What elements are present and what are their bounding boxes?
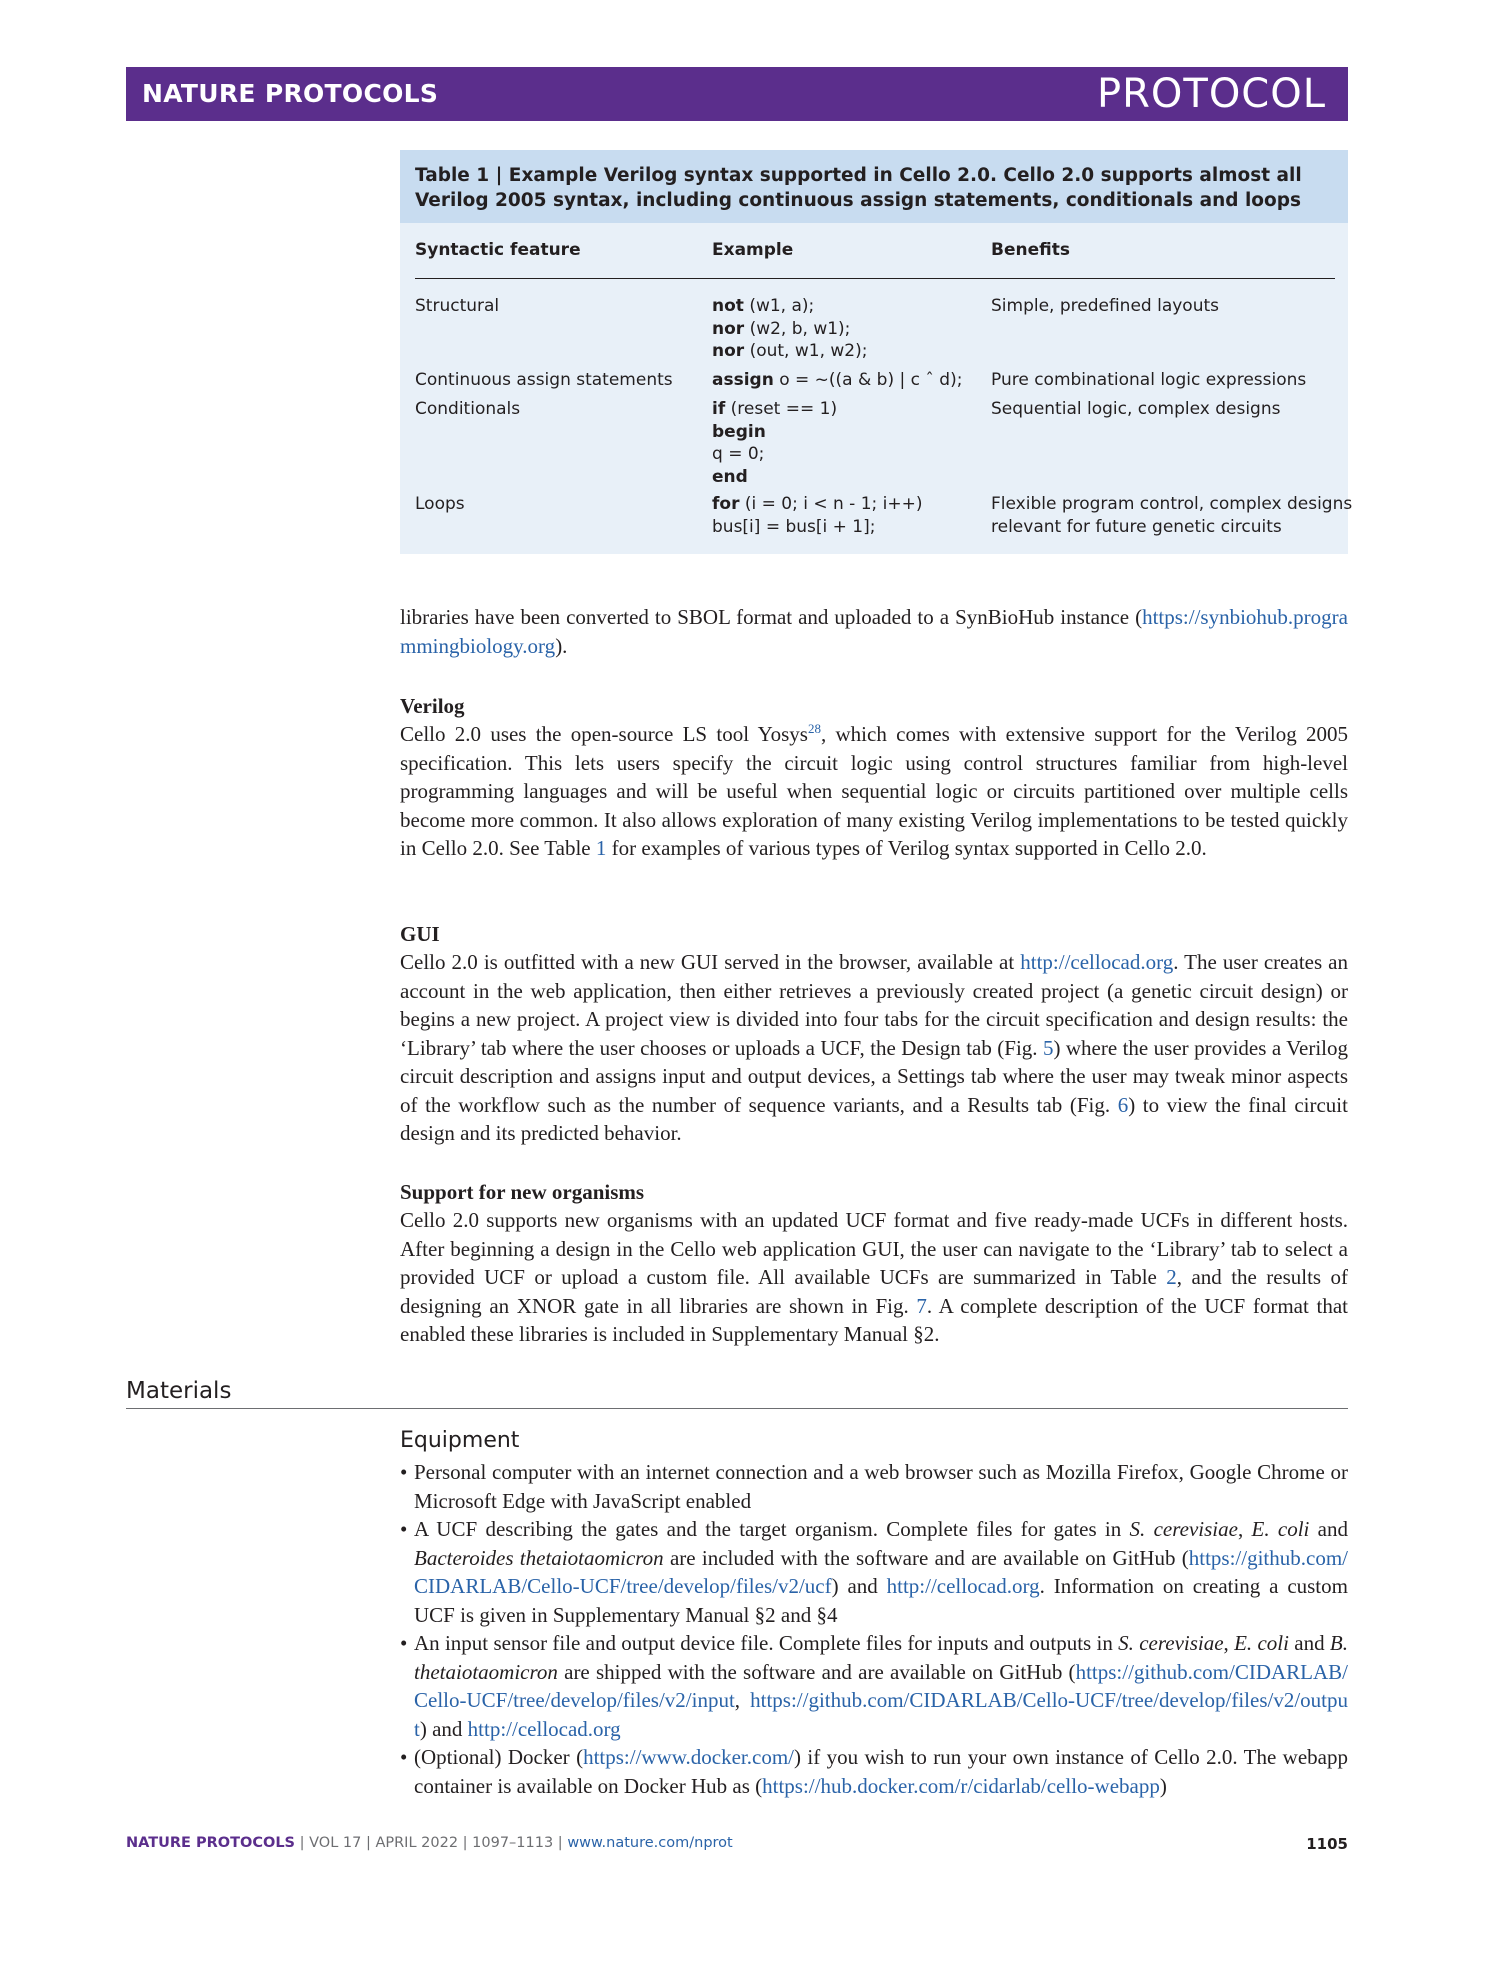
paragraph-text: for examples of various types of Verilog syntax supported in Cello 2.0.	[606, 836, 1207, 860]
code-keyword: begin	[712, 421, 766, 442]
code-text: (w1, a);	[743, 296, 815, 316]
bullet-icon: •	[400, 1745, 408, 1769]
species-name: S. cerevisiae	[1118, 1631, 1224, 1655]
text: are shipped with the software and are available on GitHub (	[557, 1659, 1076, 1684]
table-cell-benefit	[991, 493, 1352, 538]
table-cell-example	[712, 398, 837, 488]
text: An input sensor file and output device file. Complete files for inputs and outputs in	[414, 1631, 1119, 1655]
text: ) if you wish to run your own instance of Cello 2.0. The webapp container is available on Docker Hub as (	[414, 1745, 1348, 1798]
github-input-link[interactable]: https://github.com/CIDARLAB/Cello-UCF/tree/develop/files/v2/input	[414, 1659, 1348, 1712]
paragraph-text: Cello 2.0 uses the open-source LS tool Yosys	[400, 722, 808, 746]
paragraph-text: , and the results of designing an XNOR gate in all libraries are shown in Fig.	[400, 1265, 1349, 1318]
text: ) and	[419, 1716, 468, 1741]
species-name: E. coli	[1234, 1631, 1289, 1655]
code-keyword: if	[712, 399, 726, 419]
list-item-text	[414, 1515, 1348, 1629]
organisms-paragraph	[400, 1206, 1348, 1349]
text: (Optional) Docker (	[414, 1745, 584, 1769]
intro-paragraph	[400, 603, 1348, 660]
table-cell-feature: Structural	[415, 296, 500, 316]
code-text: (reset == 1)	[725, 399, 838, 419]
text: ,	[734, 1688, 751, 1712]
code-text: bus[i] = bus[i + 1];	[712, 516, 876, 537]
code-keyword: assign	[712, 370, 774, 390]
paragraph-text: . A complete description of the UCF format that enabled these libraries is included in Supplementary Manual §2.	[400, 1293, 1348, 1346]
page-footer	[126, 1835, 1348, 1851]
section-heading-organisms: Support for new organisms	[400, 1180, 645, 1204]
figure-link[interactable]: 5	[1042, 1035, 1054, 1060]
list-item	[400, 1743, 1348, 1800]
table-cell-benefit: Pure combinational logic expressions	[991, 370, 1307, 390]
benefit-line: relevant for future genetic circuits	[991, 516, 1282, 537]
column-header-benefits: Benefits	[991, 240, 1070, 260]
paragraph-text: Cello 2.0 supports new organisms with an updated UCF format and five ready-made UCFs in different hosts. After beginning a design in the Cello web application GUI, the user can navigate to the ‘Library’ tab to select a provided UCF or upload a custom file. All available UCFs are summarized in Table	[400, 1208, 1348, 1289]
docker-link[interactable]: https://www.docker.com/	[583, 1745, 795, 1769]
list-item-text: Personal computer with an internet connection and a web browser such as Mozilla Firefox, Google Chrome or Microsoft Edge with JavaScript enabled	[414, 1460, 1348, 1513]
table-header-rule	[415, 278, 1335, 279]
species-name: S. cerevisiae	[1129, 1517, 1238, 1541]
journal-name: NATURE PROTOCOLS	[142, 79, 439, 108]
table-link[interactable]: 2	[1166, 1265, 1177, 1289]
paragraph-text: . The user creates an account in the web application, then either retrieves a previously created project (a genetic circuit design) or begins a new project. A project view is divided into four tabs for the circuit specification and design results: the ‘Library’ tab where the user chooses or uploads a UCF, the Design tab (Fig.	[400, 950, 1349, 1060]
paragraph-text: ) to view the final circuit design and its predicted behavior.	[400, 1092, 1348, 1145]
text: are included with the software and are available on GitHub (	[663, 1545, 1189, 1570]
paragraph-text: , which comes with extensive support for the Verilog 2005 specification. This lets users specify the circuit logic using control structures familiar from high-level programming languages and will be useful when sequential logic or circuits partitioned over multiple cells become more common. It also allows exploration of many existing Verilog implementations to be tested quickly in Cello 2.0. See Table	[400, 722, 1348, 860]
list-item	[400, 1515, 1348, 1629]
text: and	[1288, 1631, 1330, 1655]
article-type: PROTOCOL	[1096, 71, 1326, 117]
text: A UCF describing the gates and the target organism. Complete files for gates in	[414, 1517, 1130, 1541]
species-name: Bacteroides thetaiotaomicron	[414, 1545, 664, 1570]
synbiohub-link[interactable]: https://synbiohub.programmingbiology.org	[400, 605, 1348, 658]
footer-meta: | VOL 17 | APRIL 2022 | 1097–1113 |	[295, 1835, 568, 1851]
cellocad-link[interactable]: http://cellocad.org	[886, 1574, 1040, 1598]
table-cell-benefit: Simple, predefined layouts	[991, 296, 1220, 316]
bullet-icon: •	[400, 1460, 408, 1484]
text: ) and	[831, 1574, 887, 1598]
code-text: (i = 0; i < n - 1; i++)	[739, 494, 923, 514]
table-cell-feature: Conditionals	[415, 399, 521, 419]
github-output-link[interactable]: https://github.com/CIDARLAB/Cello-UCF/tree/develop/files/v2/output	[414, 1688, 1348, 1741]
table-caption-text: Table 1 | Example Verilog syntax supported in Cello 2.0. Cello 2.0 supports almost all Verilog 2005 syntax, including continuous assign statements, conditionals and loops	[415, 165, 1302, 211]
materials-rule	[126, 1408, 1348, 1409]
page-number: 1105	[1306, 1835, 1348, 1853]
table-cell-feature: Loops	[415, 494, 465, 514]
species-name: B. thetaiotaomicron	[414, 1631, 1348, 1684]
table-link[interactable]: 1	[595, 836, 607, 860]
list-item	[400, 1629, 1348, 1743]
cellocad-link[interactable]: http://cellocad.org	[1020, 950, 1174, 974]
list-item	[400, 1458, 1348, 1515]
text: . Information on creating a custom UCF is given in Supplementary Manual §2 and §4	[414, 1574, 1348, 1627]
section-heading-verilog: Verilog	[400, 694, 465, 718]
column-header-example: Example	[712, 240, 794, 260]
text: ,	[1237, 1517, 1252, 1541]
code-keyword: not	[712, 296, 744, 316]
species-name: E. coli	[1251, 1517, 1310, 1541]
gui-paragraph	[400, 948, 1348, 1148]
section-heading-gui: GUI	[400, 922, 440, 946]
code-text: (out, w1, w2);	[744, 341, 868, 361]
code-keyword: for	[712, 494, 740, 514]
bullet-icon: •	[400, 1517, 408, 1541]
bullet-icon: •	[400, 1631, 408, 1655]
text: and	[1309, 1517, 1348, 1541]
cellocad-link[interactable]: http://cellocad.org	[467, 1716, 621, 1741]
verilog-paragraph	[400, 720, 1348, 863]
docker-hub-link[interactable]: https://hub.docker.com/r/cidarlab/cello-webapp	[762, 1773, 1160, 1798]
table-1	[400, 150, 1353, 554]
table-cell-benefit: Sequential logic, complex designs	[991, 399, 1281, 419]
code-keyword: nor	[712, 341, 745, 361]
text: ,	[1223, 1631, 1235, 1655]
github-ucf-link[interactable]: https://github.com/CIDARLAB/Cello-UCF/tree/develop/files/v2/ucf	[414, 1545, 1348, 1598]
figure-link[interactable]: 7	[916, 1293, 927, 1318]
reference-link[interactable]: 28	[807, 721, 821, 736]
list-item-text	[414, 1629, 1348, 1743]
table-cell-feature: Continuous assign statements	[415, 370, 673, 390]
table-caption	[400, 150, 1348, 223]
list-item-text	[414, 1743, 1348, 1800]
paragraph-text: ) where the user provides a Verilog circuit description and assigns input and output devices, a Settings tab where the user may tweak minor aspects of the workflow such as the number of sequence variants, and a Results tab (Fig.	[400, 1035, 1348, 1117]
footer-journal: NATURE PROTOCOLS	[126, 1835, 296, 1851]
table-cell-example	[712, 295, 867, 363]
paragraph-text: Cello 2.0 is outfitted with a new GUI served in the browser, available at	[400, 950, 1021, 974]
paragraph-text: ).	[555, 633, 568, 658]
table-cell-example	[712, 493, 923, 538]
column-header-feature: Syntactic feature	[415, 240, 581, 260]
code-keyword: end	[712, 466, 748, 487]
subsection-heading-equipment: Equipment	[400, 1428, 520, 1453]
text: )	[1159, 1773, 1167, 1798]
journal-header-bar	[126, 67, 1348, 121]
paragraph-text: libraries have been converted to SBOL format and uploaded to a SynBioHub instance (	[400, 605, 1143, 629]
code-text: q = 0;	[712, 444, 765, 464]
code-text: o = ~((a & b) | c ˆ d);	[773, 370, 963, 390]
code-text: (w2, b, w1);	[744, 318, 851, 339]
code-keyword: nor	[712, 318, 745, 339]
figure-link[interactable]: 6	[1117, 1092, 1129, 1117]
footer-url-link[interactable]: www.nature.com/nprot	[567, 1835, 733, 1851]
table-cell-example	[712, 369, 962, 392]
section-heading-materials: Materials	[126, 1378, 232, 1404]
benefit-line: Flexible program control, complex designs	[991, 494, 1353, 514]
